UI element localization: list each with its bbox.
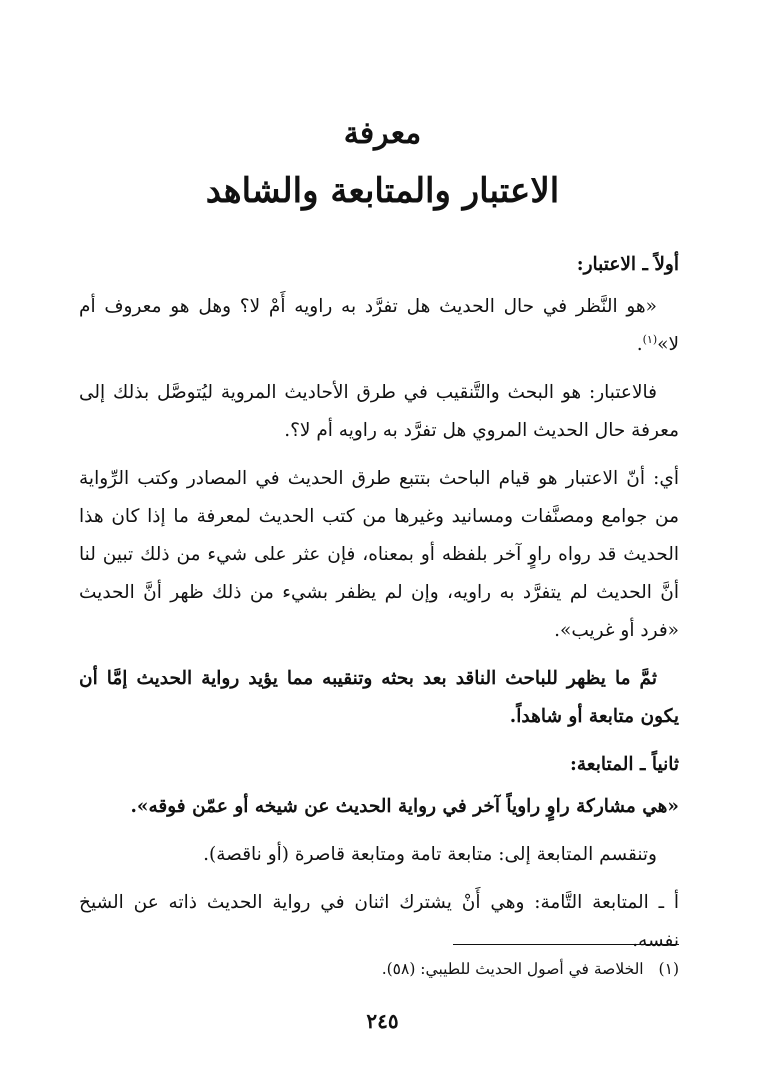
- itibar-explanation: فالاعتبار: هو البحث والتَّنقيب في طرق الأحاديث المروية ليُتوصَّل بذلك إلى معرفة حال الحديث المروي هل تفرَّد به راويه أم لا؟.: [79, 382, 679, 441]
- itibar-definition: [79, 288, 679, 364]
- section-heading-mutabaa: ثانياً ـ المتابعة:: [570, 754, 679, 775]
- itibar-conclusion: ثمَّ ما يظهر للباحث الناقد بعد بحثه وتنقيبه مما يؤيد رواية الحديث إمَّا أن يكون متابعة أو شاهداً.: [79, 668, 679, 727]
- body-text: [79, 246, 679, 970]
- itibar-definition-text: «هو النَّظر في حال الحديث هل تفرَّد به راويه أَمْ لا؟ وهل هو معروف أم لا»: [79, 296, 679, 355]
- itibar-detail: أي: أنّ الاعتبار هو قيام الباحث بتتبع طرق الحديث في المصادر وكتب الرِّواية من جوامع ومصنَّفات ومسانيد وغيرها من كتب الحديث لمعرفة ما إذا كان هذا الحديث قد رواه راوٍ آخر بلفظه أو بمعناه، فإن عثر على شيء من ذلك تبين لنا أنَّ الحديث لم يتفرَّد به راويه، وإن لم يظفر بشيء من ذلك ظهر أنَّ الحديث «فرد أو غريب».: [79, 468, 679, 641]
- footnote-divider: [453, 944, 679, 945]
- footnote-number: (١): [658, 960, 679, 978]
- footnote-reference: (١): [642, 332, 658, 346]
- footnote: [79, 956, 679, 982]
- footnote-text: الخلاصة في أصول الحديث للطيبي: (٥٨).: [381, 960, 644, 978]
- mutabaa-item-a: أ ـ المتابعة التَّامة: وهي أَنْ يشترك اثنان في رواية الحديث ذاته عن الشيخ نفسه.: [79, 892, 679, 951]
- itibar-definition-end: .: [636, 334, 643, 355]
- chapter-title-line-1: معرفة: [343, 116, 422, 151]
- mutabaa-division: وتنقسم المتابعة إلى: متابعة تامة ومتابعة قاصرة (أو ناقصة).: [203, 844, 657, 865]
- page-number: ٢٤٥: [366, 1009, 399, 1033]
- section-heading-itibar: أولاً ـ الاعتبار:: [576, 254, 679, 275]
- mutabaa-definition: «هي مشاركة راوٍ راوياً آخر في رواية الحديث عن شيخه أو عمّن فوقه».: [130, 796, 679, 817]
- chapter-title-line-2: الاعتبار والمتابعة والشاهد: [205, 171, 560, 211]
